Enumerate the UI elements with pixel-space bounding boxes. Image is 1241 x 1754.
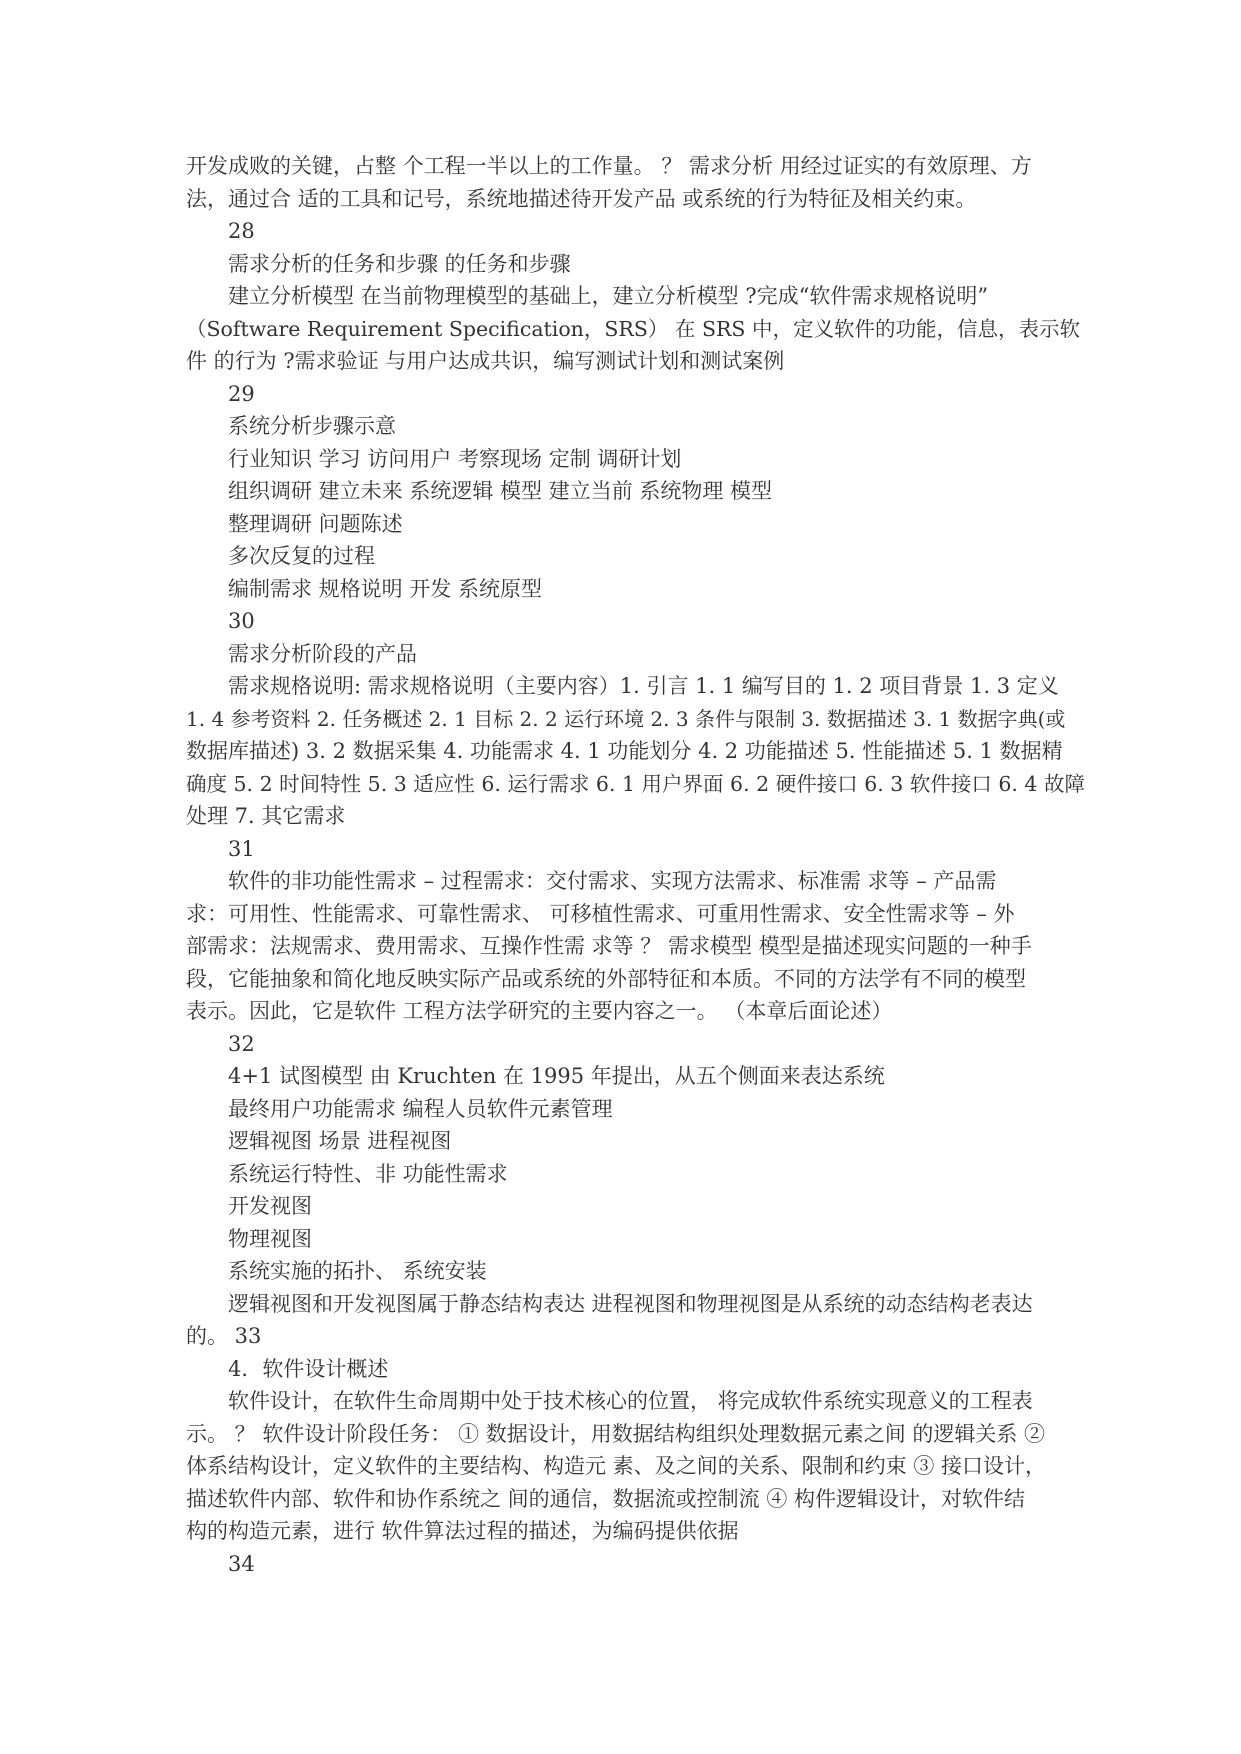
text-line: 表示。因此，它是软件 工程方法学研究的主要内容之一。 （本章后面论述） [186, 999, 893, 1023]
text-line: 数据库描述) 3. 2 数据采集 4. 功能需求 4. 1 功能划分 4. 2 功能描述 5. 性能描述 5. 1 数据精 [186, 739, 1063, 763]
text-line: 组织调研 建立未来 系统逻辑 模型 建立当前 系统物理 模型 [228, 479, 773, 503]
text-line: 物理视图 [228, 1226, 312, 1251]
text-line: 段，它能抽象和简化地反映实际产品或系统的外部特征和本质。不同的方法学有不同的模型 [186, 966, 1026, 991]
text-line: 逻辑视图 场景 进程视图 [228, 1129, 452, 1153]
text-line: 需求分析的任务和步骤 的任务和步骤 [228, 251, 571, 276]
text-line: 系统分析步骤示意 [228, 414, 396, 438]
text-line: 逻辑视图和开发视图属于静态结构表达 进程视图和物理视图是从系统的动态结构老表达 [228, 1291, 1033, 1316]
text-line: 整理调研 问题陈述 [228, 511, 403, 536]
text-line: 软件设计，在软件生命周期中处于技术核心的位置， 将完成软件系统实现意义的工程表 [228, 1389, 1033, 1413]
text-line: 编制需求 规格说明 开发 系统原型 [228, 576, 543, 601]
text-line: 4．软件设计概述 [228, 1356, 389, 1381]
text-line: 28 [228, 219, 255, 243]
text-line: 系统实施的拓扑、 系统安装 [228, 1259, 487, 1283]
text-line: 4+1 试图模型 由 Kruchten 在 1995 年提出，从五个侧面来表达系统 [228, 1064, 885, 1088]
text-line: 34 [228, 1551, 255, 1576]
text-line: 开发成败的关键，占整 个工程一半以上的工作量。 ？ 需求分析 用经过证实的有效原理、方 [186, 154, 1032, 178]
text-line: 多次反复的过程 [228, 544, 375, 568]
text-line: 行业知识 学习 访问用户 考察现场 定制 调研计划 [228, 446, 682, 471]
text-line: 需求分析阶段的产品 [228, 641, 417, 666]
text-line: 29 [228, 381, 255, 406]
text-line: 30 [228, 609, 255, 633]
text-line: 需求规格说明: 需求规格说明（主要内容）1. 引言 1. 1 编写目的 1. 2 项目背景 1. 3 定义 [228, 674, 1059, 698]
text-line: 求：可用性、性能需求、可靠性需求、 可移植性需求、可重用性需求、安全性需求等 – 外 [186, 901, 1015, 926]
text-line: 部需求：法规需求、费用需求、互操作性需 求等 ？ 需求模型 模型是描述现实问题的一种手 [186, 934, 1032, 958]
text-line: 建立分析模型 在当前物理模型的基础上，建立分析模型 ?完成“软件需求规格说明” [228, 284, 989, 308]
text-line: 确度 5. 2 时间特性 5. 3 适应性 6. 运行需求 6. 1 用户界面 6. 2 硬件接口 6. 3 软件接口 6. 4 故障 [186, 771, 1085, 796]
text-line: 32 [228, 1031, 255, 1056]
text-line: 的。 33 [186, 1324, 262, 1348]
text-line: 31 [228, 836, 255, 861]
text-line: 构的构造元素，进行 软件算法过程的描述，为编码提供依据 [186, 1519, 739, 1543]
text-line: 体系结构设计，定义软件的主要结构、构造元 素、及之间的关系、限制和约束 ③ 接口设计， [186, 1454, 1047, 1478]
text-line: 系统运行特性、非 功能性需求 [228, 1161, 508, 1186]
text-line: （Software Requirement Specification，SRS） 在 SRS 中，定义软件的功能，信息，表示软 [186, 316, 1080, 341]
text-line: 处理 7. 其它需求 [186, 804, 346, 828]
text-line: 件 的行为 ?需求验证 与用户达成共识，编写测试计划和测试案例 [186, 349, 785, 373]
document-body [186, 150, 1085, 1580]
text-line: 描述软件内部、软件和协作系统之 间的通信，数据流或控制流 ④ 构件逻辑设计，对软件结 [186, 1486, 1026, 1511]
text-line: 1. 4 参考资料 2. 任务概述 2. 1 目标 2. 2 运行环境 2. 3 条件与限制 3. 数据描述 3. 1 数据字典(或 [186, 706, 1066, 731]
text-line: 软件的非功能性需求 – 过程需求：交付需求、实现方法需求、标准需 求等 – 产品需 [228, 869, 997, 893]
text-line: 示。 ？ 软件设计阶段任务： ① 数据设计，用数据结构组织处理数据元素之间 的逻辑关系 ② [186, 1421, 1046, 1446]
text-line: 开发视图 [228, 1194, 312, 1218]
text-line: 最终用户功能需求 编程人员软件元素管理 [228, 1096, 613, 1121]
text-line: 法，通过合 适的工具和记号，系统地描述待开发产品 或系统的行为特征及相关约束。 [186, 186, 977, 211]
